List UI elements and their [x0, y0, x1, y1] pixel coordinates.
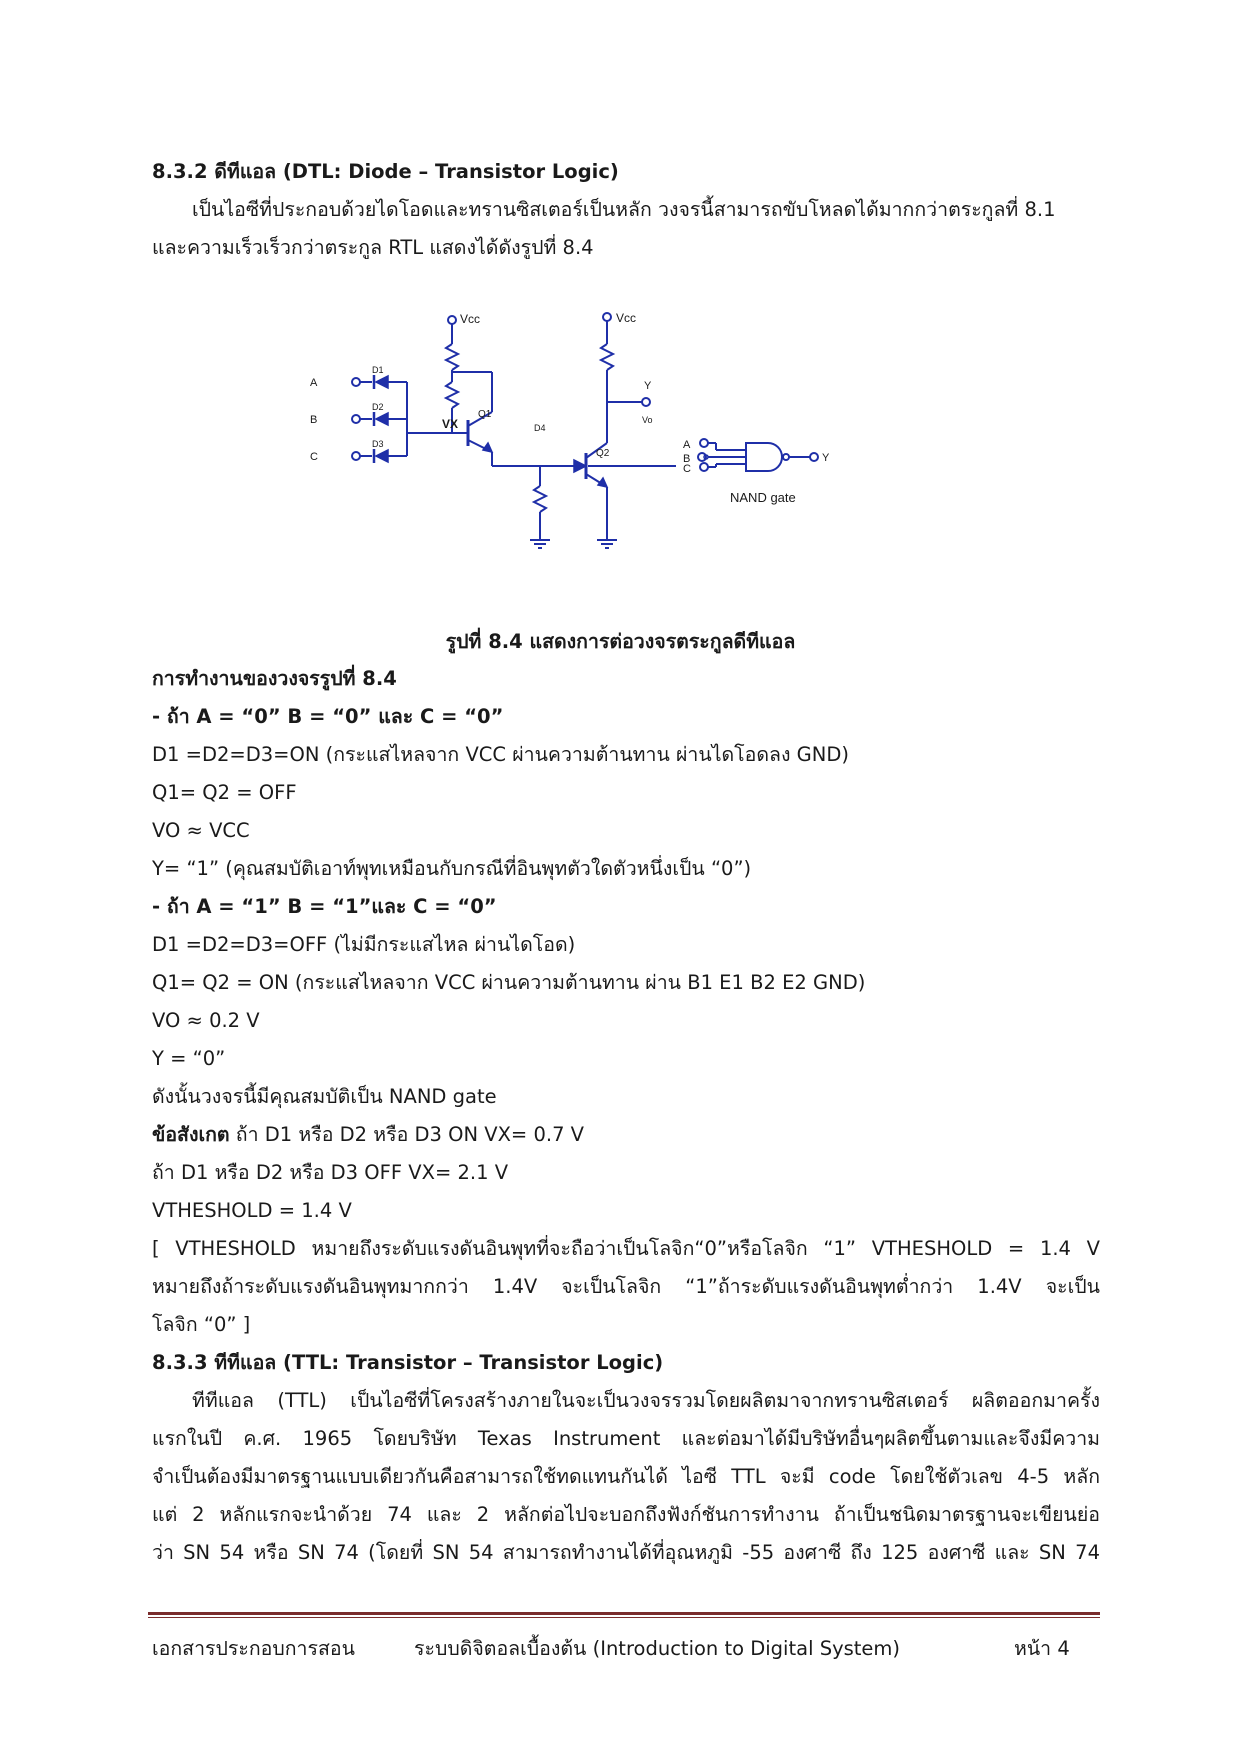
case2-heading: - ถ้า A = “1” B = “1”และ C = “0”	[152, 895, 497, 918]
label-vcc-right: Vcc	[616, 311, 637, 325]
input-a-terminal	[352, 378, 360, 386]
ttl-para-line: จำเป็นต้องมีมาตรฐานแบบเดียวกันคือสามารถใช้ทดแทนกันได้ ไอซี TTL จะมี code โดยใช้ตัวเลข 4-5 หลัก	[152, 1465, 1100, 1488]
case2-line: ดังนั้นวงจรนี้มีคุณสมบัติเป็น NAND gate	[152, 1085, 497, 1108]
case1-line: VO ≈ VCC	[152, 819, 250, 842]
gate-input-a-terminal	[700, 439, 708, 447]
input-b-terminal	[352, 415, 360, 423]
label-d1: D1	[372, 365, 384, 375]
footer-rule	[148, 1612, 1100, 1615]
resistor-rc	[601, 344, 613, 370]
section-heading-ttl: 8.3.3 ทีทีแอล (TTL: Transistor – Transistor Logic)	[152, 1351, 664, 1374]
case1-line: D1 =D2=D3=ON (กระแสไหลจาก VCC ผ่านความต้านทาน ผ่านไดโอดลง GND)	[152, 743, 850, 766]
case2-line: VO ≈ 0.2 V	[152, 1009, 260, 1032]
nand-bubble	[783, 454, 789, 460]
case2-line: D1 =D2=D3=OFF (ไม่มีกระแสไหล ผ่านไดโอด)	[152, 933, 576, 956]
bracket-line-1: [ VTHESHOLD หมายถึงระดับแรงดันอินพุทที่จะถือว่าเป็นโลจิก“0”หรือโลจิก “1” VTHESHOLD = 1.4 V	[152, 1237, 1100, 1260]
resistor-r1	[446, 344, 458, 370]
case1-heading: - ถ้า A = “0” B = “0” และ C = “0”	[152, 705, 504, 728]
dtl-circuit-figure	[300, 300, 960, 590]
case2-line: Q1= Q2 = ON (กระแสไหลจาก VCC ผ่านความต้านทาน ผ่าน B1 E1 B2 E2 GND)	[152, 971, 866, 994]
figure-caption: รูปที่ 8.4 แสดงการต่อวงจรตระกูลดีทีแอล	[445, 630, 796, 653]
label-input-b: B	[310, 414, 318, 426]
case1-line: Y= “1” (คุณสมบัติเอาท์พุทเหมือนกับกรณีที่อินพุทตัวใดตัวหนึ่งเป็น “0”)	[152, 857, 752, 880]
label-d3: D3	[372, 439, 384, 449]
note-line-2: ถ้า D1 หรือ D2 หรือ D3 OFF VX= 2.1 V	[152, 1161, 509, 1184]
bracket-line-2: หมายถึงถ้าระดับแรงดันอินพุทมากกว่า 1.4V จะเป็นโลจิก “1”ถ้าระดับแรงดันอินพุทต่ำกว่า 1.4V จะเป็น	[152, 1275, 1100, 1298]
operation-title: การทำงานของวงจรรูปที่ 8.4	[152, 667, 397, 690]
case1-line: Q1= Q2 = OFF	[152, 781, 297, 804]
label-vx: VX	[442, 417, 459, 431]
ttl-para-line: ทีทีแอล (TTL) เป็นไอซีที่โครงสร้างภายในจะเป็นวงจรรวมโดยผลิตมาจากทรานซิสเตอร์ ผลิตออกมาครั้ง	[192, 1389, 1100, 1412]
ttl-para-line: ว่า SN 54 หรือ SN 74 (โดยที่ SN 54 สามารถทำงานได้ที่อุณหภูมิ -55 องศาซี ถึง 125 องศาซี และ SN 74	[152, 1541, 1100, 1564]
label-out-vo: Vo	[642, 415, 653, 425]
label-gate-y: Y	[822, 452, 830, 464]
resistor-r2	[446, 382, 458, 408]
label-out-y: Y	[644, 380, 652, 392]
footer-center: ระบบดิจิตอลเบื้องต้น (Introduction to Digital System)	[414, 1637, 901, 1660]
note-text: ถ้า D1 หรือ D2 หรือ D3 ON VX= 0.7 V	[229, 1123, 585, 1146]
label-d4: D4	[534, 423, 546, 433]
footer-page-number: หน้า 4	[1014, 1637, 1070, 1660]
note-line-1	[152, 1122, 584, 1148]
label-q2: Q2	[596, 448, 610, 459]
intro-line-1: เป็นไอซีที่ประกอบด้วยไดโอดและทรานซิสเตอร์เป็นหลัก วงจรนี้สามารถขับโหลดได้มากกว่าตระกูลที่ 8.1	[192, 198, 1056, 221]
label-nand-gate: NAND gate	[730, 490, 796, 505]
vcc-left-terminal	[448, 316, 456, 324]
label-d2: D2	[372, 402, 384, 412]
section-heading-dtl: 8.3.2 ดีทีแอล (DTL: Diode – Transistor Logic)	[152, 160, 619, 183]
label-input-c: C	[310, 451, 318, 463]
label-vcc-left: Vcc	[460, 312, 481, 326]
ttl-para-line: แต่ 2 หลักแรกจะนำด้วย 74 และ 2 หลักต่อไปจะบอกถึงฟังก์ชันการทำงาน ถ้าเป็นชนิดมาตรฐานจะเขียนย่อ	[152, 1503, 1100, 1526]
intro-line-2: และความเร็วเร็วกว่าตระกูล RTL แสดงได้ดังรูปที่ 8.4	[152, 236, 594, 259]
note-label: ข้อสังเกต	[152, 1123, 230, 1146]
label-gate-b: B	[683, 453, 691, 465]
footer-left: เอกสารประกอบการสอน	[152, 1637, 355, 1660]
label-input-a: A	[310, 377, 318, 389]
note-line-3: VTHESHOLD = 1.4 V	[152, 1199, 352, 1222]
bracket-line-3: โลจิก “0” ]	[152, 1313, 251, 1336]
gate-output-y-terminal	[810, 453, 818, 461]
output-y-terminal	[642, 398, 650, 406]
nand-gate-body	[746, 443, 782, 471]
resistor-r3	[534, 486, 546, 512]
label-q1: Q1	[478, 409, 492, 420]
ttl-para-line: แรกในปี ค.ศ. 1965 โดยบริษัท Texas Instrument และต่อมาได้มีบริษัทอื่นๆผลิตขึ้นตามและจึงมีความ	[152, 1427, 1100, 1450]
vcc-right-terminal	[603, 313, 611, 321]
gate-input-c-terminal	[700, 463, 708, 471]
label-gate-c: C	[683, 463, 691, 475]
footer-rule-thin	[148, 1617, 1100, 1618]
input-c-terminal	[352, 452, 360, 460]
label-gate-a: A	[683, 439, 691, 451]
case2-line: Y = “0”	[152, 1047, 226, 1070]
